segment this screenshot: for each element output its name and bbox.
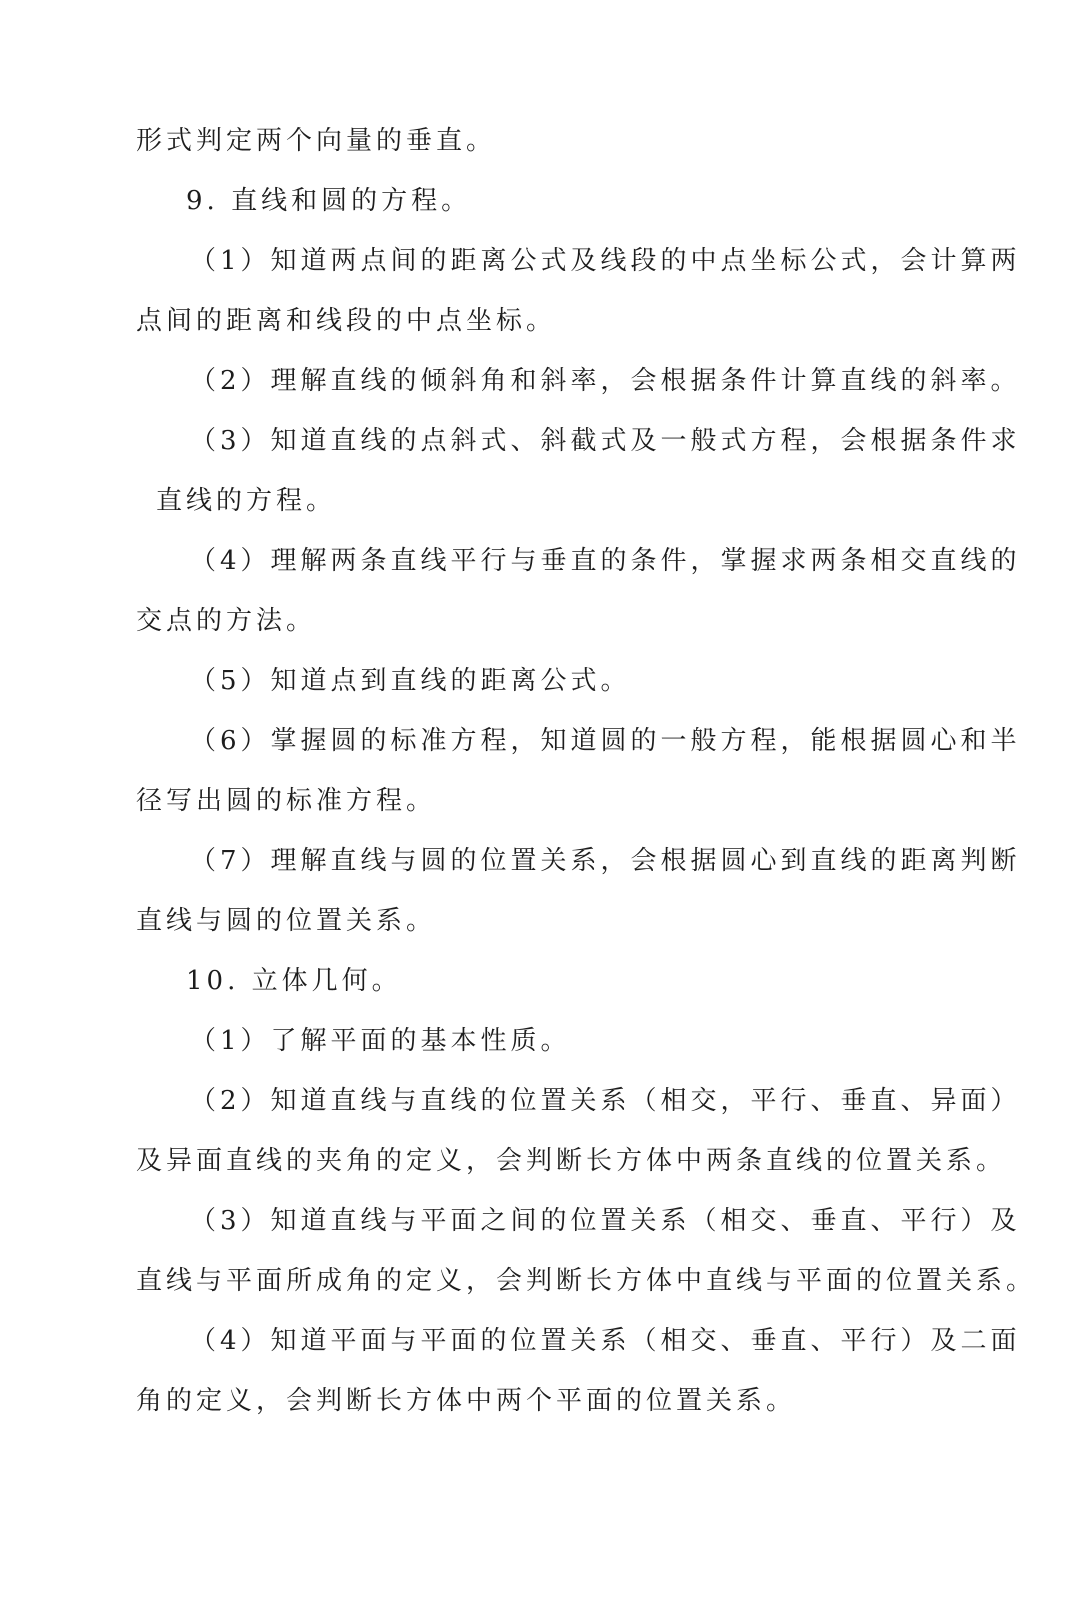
text-line: 直线与平面所成角的定义，会判断长方体中直线与平面的位置关系。 [136, 1266, 1037, 1296]
text-line: （1）了解平面的基本性质。 [190, 1026, 571, 1056]
text-line: （3）知道直线与平面之间的位置关系（相交、垂直、平行）及 [190, 1206, 1021, 1236]
text-line: （3）知道直线的点斜式、斜截式及一般式方程，会根据条件求 [190, 426, 1021, 456]
text-line: 直线与圆的位置关系。 [136, 906, 437, 936]
text-line: 点间的距离和线段的中点坐标。 [136, 306, 557, 336]
text-line: （6）掌握圆的标准方程，知道圆的一般方程，能根据圆心和半 [190, 726, 1021, 756]
text-line: 交点的方法。 [136, 606, 317, 636]
text-line: 径写出圆的标准方程。 [136, 786, 437, 816]
text-line: 形式判定两个向量的垂直。 [136, 126, 497, 156]
section-heading: 10. 立体几何。 [186, 966, 402, 996]
text-line: （1）知道两点间的距离公式及线段的中点坐标公式，会计算两 [190, 246, 1021, 276]
text-line: （4）理解两条直线平行与垂直的条件，掌握求两条相交直线的 [190, 546, 1021, 576]
text-line: 及异面直线的夹角的定义，会判断长方体中两条直线的位置关系。 [136, 1146, 1007, 1176]
section-heading: 9. 直线和圆的方程。 [186, 186, 472, 216]
text-line: （2）理解直线的倾斜角和斜率，会根据条件计算直线的斜率。 [190, 366, 1021, 396]
text-line: （7）理解直线与圆的位置关系，会根据圆心到直线的距离判断 [190, 846, 1021, 876]
text-line: 直线的方程。 [156, 486, 337, 516]
text-line: （2）知道直线与直线的位置关系（相交，平行、垂直、异面） [190, 1086, 1021, 1116]
text-line: （5）知道点到直线的距离公式。 [190, 666, 631, 696]
text-line: （4）知道平面与平面的位置关系（相交、垂直、平行）及二面 [190, 1326, 1021, 1356]
text-line: 角的定义，会判断长方体中两个平面的位置关系。 [136, 1386, 797, 1416]
